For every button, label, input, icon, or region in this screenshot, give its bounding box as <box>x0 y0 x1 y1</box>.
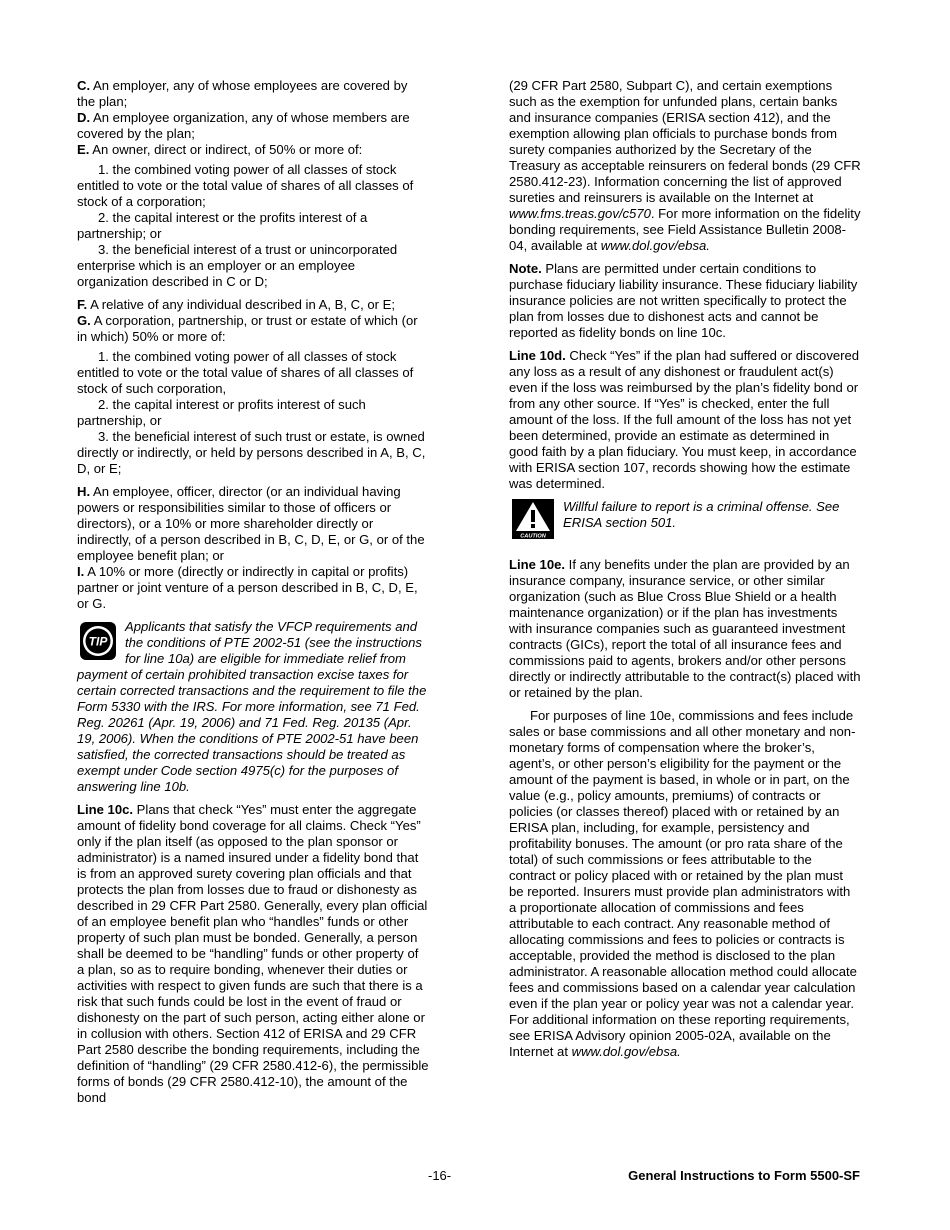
item-h: H. An employee, officer, director (or an individual having powers or responsibilities similar to those of officers or directors), or a 10% or more shareholder directly or indirectly, of a person described in B, C, D, E, or G, or of the employee benefit plan; or <box>77 484 425 563</box>
caution-note: CAUTION Willful failure to report is a criminal offense. See ERISA section 501. <box>509 499 861 543</box>
dol-link-2: www.dol.gov/ebsa. <box>571 1044 681 1059</box>
item-d: D. An employee organization, any of whose members are covered by the plan; <box>77 110 410 141</box>
svg-text:CAUTION: CAUTION <box>520 533 546 540</box>
dol-link: www.dol.gov/ebsa. <box>600 238 710 253</box>
item-e: E. An owner, direct or indirect, of 50% or more of: <box>77 142 363 157</box>
note: Note. Plans are permitted under certain conditions to purchase fiduciary liability insurance. These fiduciary liability insurance policies are not written specifically to protect the plan from losses due to dishonest acts and cannot be reported as fidelity bonds on line 10c. <box>509 261 858 340</box>
footer-title: General Instructions to Form 5500-SF <box>628 1168 860 1183</box>
item-e-1: 1. the combined voting power of all classes of stock entitled to vote or the total value of shares of all classes of stock of a corporation; <box>77 162 414 209</box>
item-i: I. A 10% or more (directly or indirectly in capital or profits) partner or joint venture of a person described in B, C, D, E, or G. <box>77 564 418 611</box>
item-f: F. A relative of any individual described in A, B, C, or E; <box>77 297 396 312</box>
tip-note: TIP Applicants that satisfy the VFCP requirements and the conditions of PTE 2002-51 (see the instructions for line 10a) are eligible for immediate relief from payment of certain prohibited transaction excise taxes for certain corrected transactions and the requirement to file the Form 5330 with the IRS. For more information, see 71 Fed. Reg. 20261 (Apr. 19, 2006) and 71 Fed. Reg. 20135 (Apr. 19, 2006). When the conditions of PTE 2002-51 have been satisfied, the corrected transactions should be treated as exempt under Code section 4975(c) for the purposes of answering line 10b. <box>77 619 427 794</box>
tip-icon <box>79 621 117 665</box>
right-column <box>509 78 861 1067</box>
item-g-2: 2. the capital interest or profits interest of such partnership, or <box>77 397 366 428</box>
item-g-3: 3. the beneficial interest of such trust or estate, is owned directly or indirectly, or held by persons described in A, B, C, D, or E; <box>77 429 426 476</box>
fms-link: www.fms.treas.gov/c570 <box>509 206 651 221</box>
commissions-paragraph: For purposes of line 10e, commissions and fees include sales or base commissions and all other monetary and non-monetary forms of compensation where the broker’s, agent’s, or other person’s eligibility for the payment or the amount of the payment is based, in whole or in part, on the value (e.g., policy amounts, premiums) of contracts or policies (or classes thereof) placed with or retained by an ERISA plan, including, for example, persistency and profitability bonuses. The amount (or pro rata share of the total) of such commissions or fees attributable to the contract or policy placed with or retained by the plan must be reported. Insurers must provide plan administrators with a proportionate allocation of commissions and fees attributable to each contract. Any reasonable method of allocating commissions and fees to policies or contracts is acceptable, provided the method is disclosed to the plan administrator. A reasonable allocation method could allocate fees and commissions based on a calendar year calculation even if the plan year or policy year was not a calendar year. For additional information on these reporting requirements, see ERISA Advisory opinion 2005-02A, available on the Internet at www.dol.gov/ebsa. <box>509 708 857 1059</box>
item-e-2: 2. the capital interest or the profits interest of a partnership; or <box>77 210 368 241</box>
item-e-3: 3. the beneficial interest of a trust or unincorporated enterprise which is an employer or an employee organization described in C or D; <box>77 242 398 289</box>
item-g-1: 1. the combined voting power of all classes of stock entitled to vote or the total value of shares of all classes of stock of such corporation, <box>77 349 414 396</box>
svg-text:TIP: TIP <box>88 634 108 649</box>
caution-icon <box>511 498 555 544</box>
item-g: G. A corporation, partnership, or trust or estate of which (or in which) 50% or more of: <box>77 313 418 344</box>
line-10c: Line 10c. Plans that check “Yes” must enter the aggregate amount of fidelity bond coverage for all claims. Check “Yes” only if the plan itself (as opposed to the plan sponsor or administrator) is a named insured under a fidelity bond that is from an approved surety covering plan officials and that protects the plan from losses due to fraud or dishonesty as described in 29 CFR Part 2580. Generally, every plan official of an employee benefit plan who “handles” funds or other property of such plan must be bonded. Generally, a person shall be deemed to be “handling” funds or other property of a plan, so as to require bonding, whenever their duties or activities with respect to given funds are such that there is a risk that such funds could be lost in the event of fraud or dishonesty on the part of such person, acting either alone or in collusion with others. Section 412 of ERISA and 29 CFR Part 2580 describe the bonding requirements, including the definition of “handling” (29 CFR 2580.412-6), the permissible forms of bonds (29 CFR 2580.412-10), the amount of the bond <box>77 802 429 1105</box>
bond-continuation: (29 CFR Part 2580, Subpart C), and certain exemptions such as the exemption for unfunded plans, certain banks and insurance companies (ERISA section 412), and the exemption allowing plan officials to purchase bonds from surety companies authorized by the Secretary of the Treasury as acceptable reinsurers on federal bonds (29 CFR 2580.412-23). Information concerning the list of approved sureties and reinsurers is available on the Internet at www.fms.treas.gov/c570. For more information on the fidelity bonding requirements, see Field Assistance Bulletin 2008-04, available at www.dol.gov/ebsa. <box>509 78 861 253</box>
left-column <box>77 78 429 1113</box>
line-10e: Line 10e. If any benefits under the plan are provided by an insurance company, insurance service, or other similar organization (such as Blue Cross Blue Shield or a health maintenance organization) or if the plan has investments with insurance companies such as guaranteed investment contracts (GICs), report the total of all insurance fees and commissions paid to agents, brokers and/or other persons directly or indirectly attributable to the contract(s) placed with or retained by the plan. <box>509 557 861 700</box>
item-c: C. An employer, any of whose employees are covered by the plan; <box>77 78 408 109</box>
line-10d: Line 10d. Check “Yes” if the plan had suffered or discovered any loss as a result of any dishonest or fraudulent act(s) even if the loss was reimbursed by the plan’s fidelity bond or from any other source. If “Yes” is checked, enter the full amount of the loss. If the full amount of the loss has not yet been determined, provide an estimate as determined in good faith by a plan fiduciary. You must keep, in accordance with ERISA section 107, records showing how the estimate was determined. <box>509 348 860 491</box>
page-number: -16- <box>428 1168 452 1183</box>
